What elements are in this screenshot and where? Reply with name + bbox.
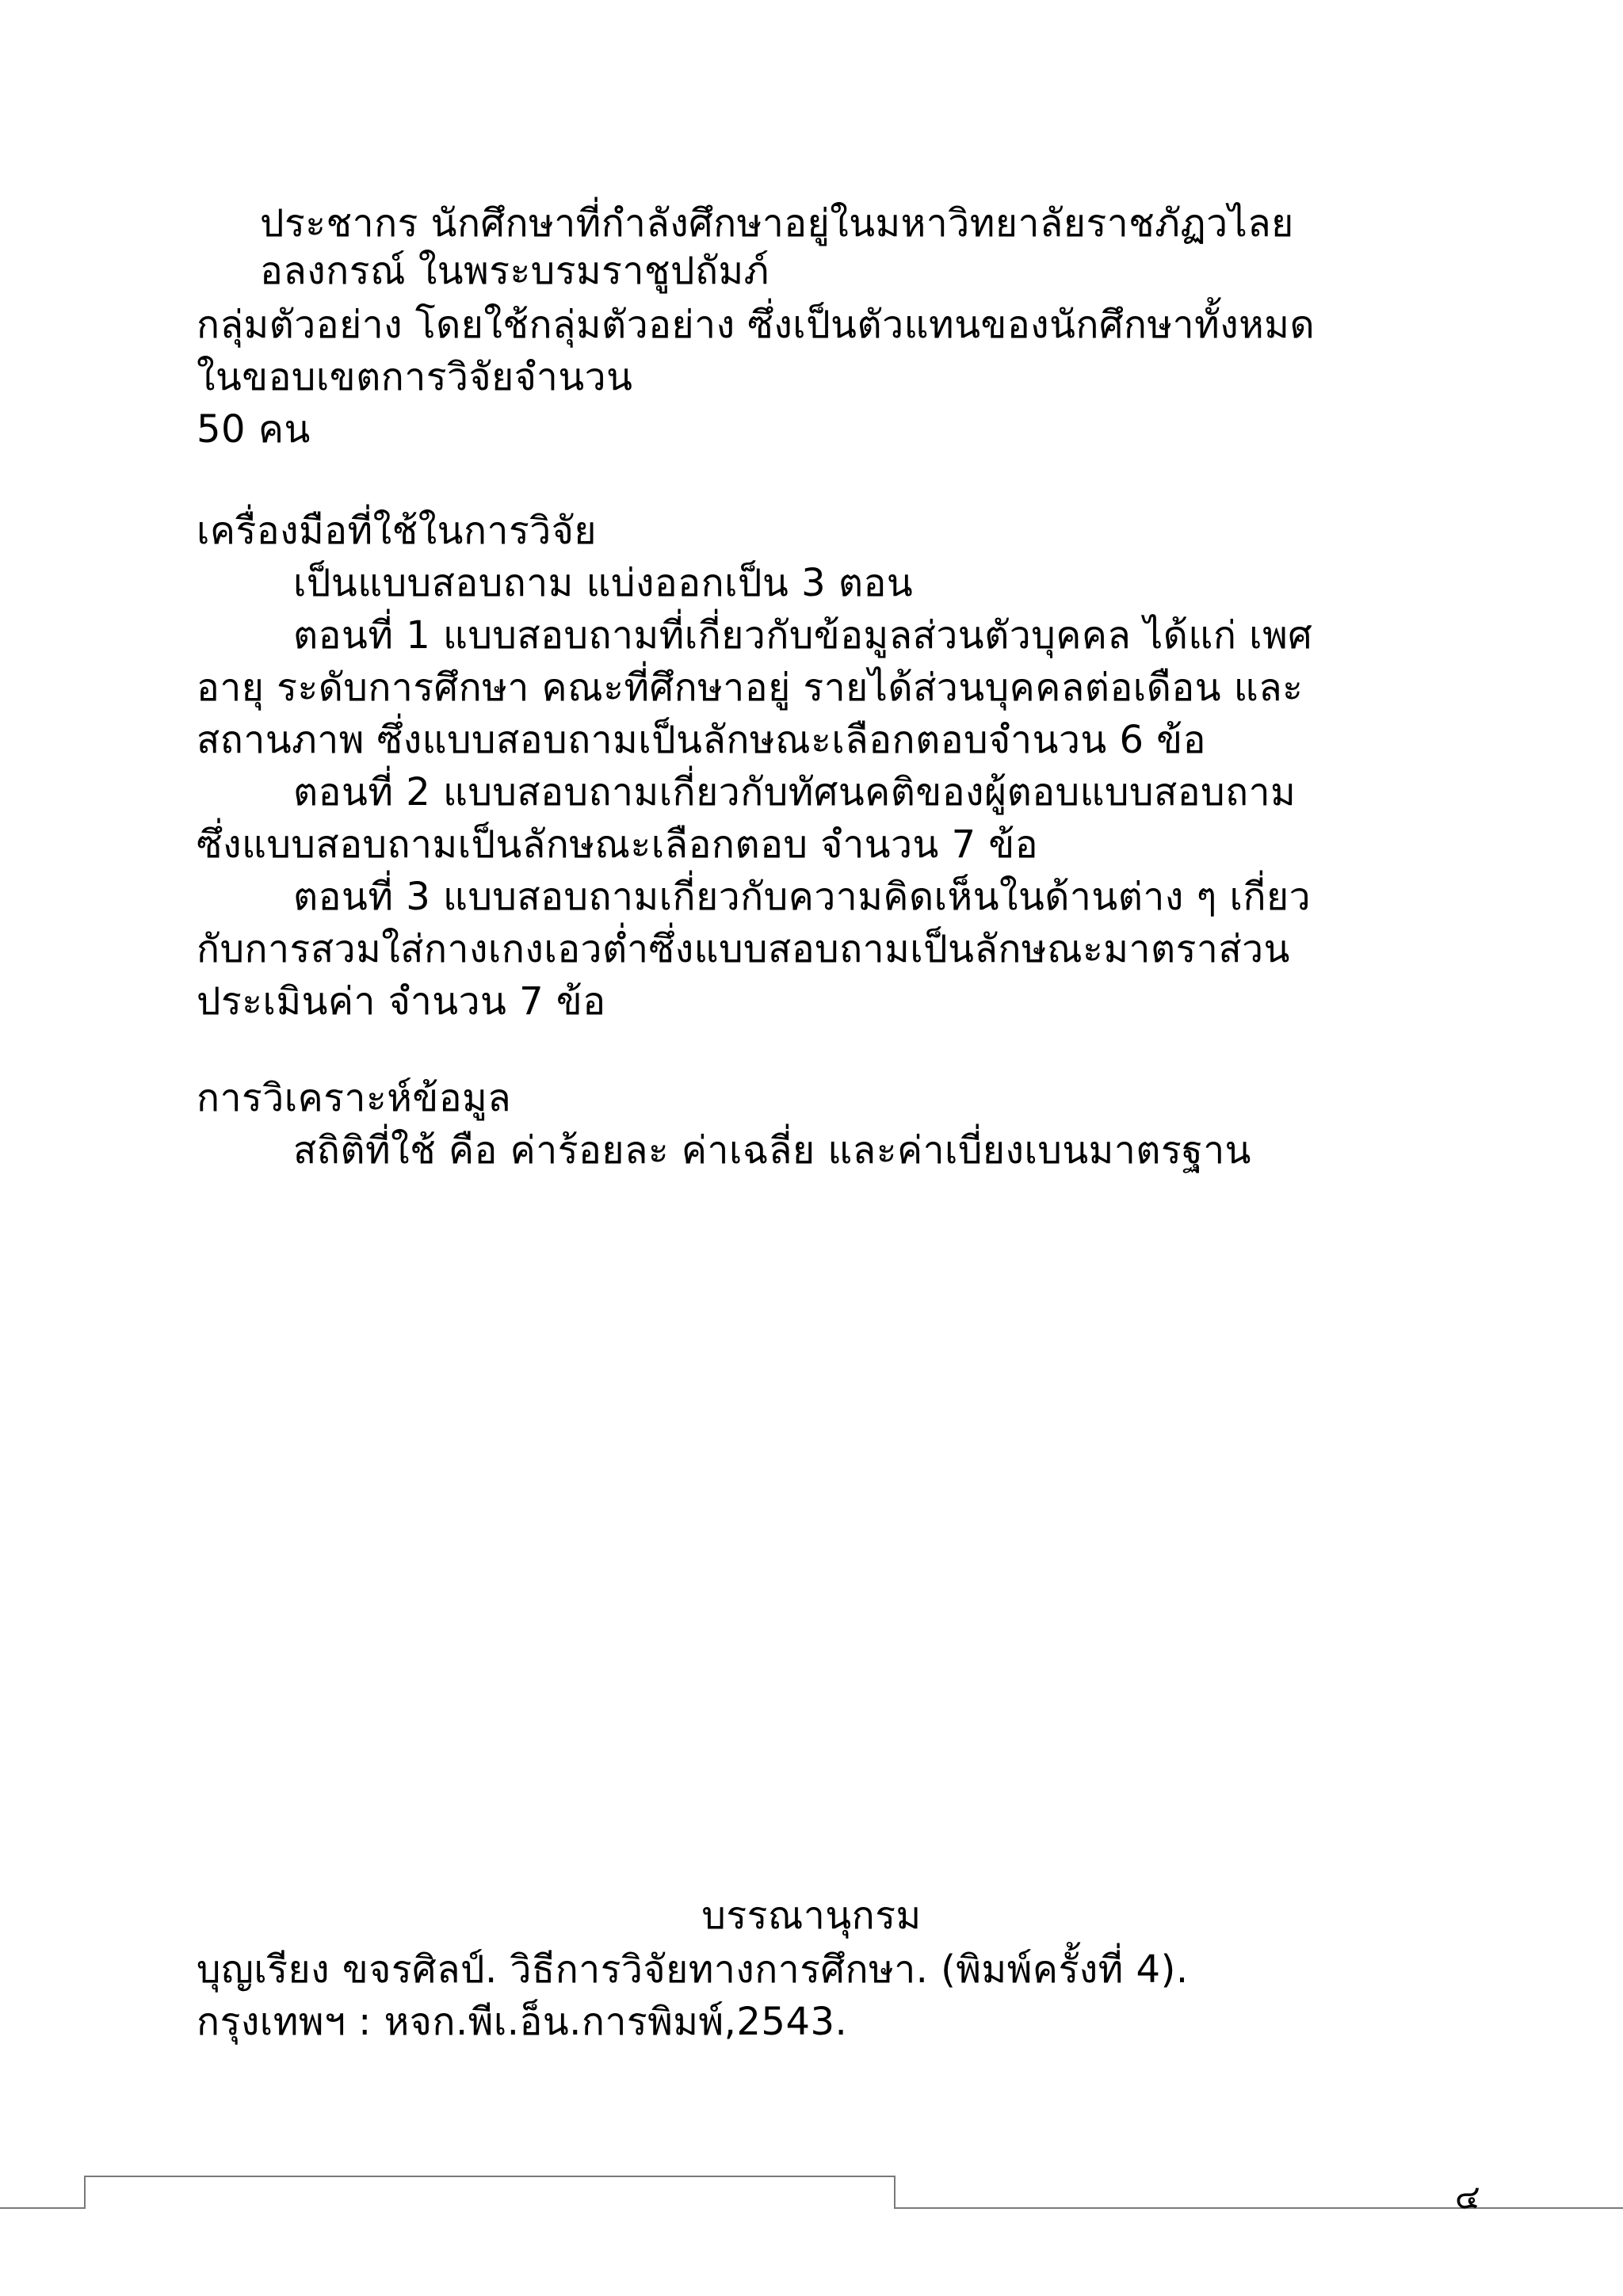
- sample-line-2: ในขอบเขตการวิจัยจำนวน: [197, 355, 633, 399]
- instruments-line-7: ตอนที่ 3 แบบสอบถามเกี่ยวกับความคิดเห็นในด้านต่าง ๆ เกี่ยว: [293, 875, 1312, 919]
- instruments-line-2: ตอนที่ 1 แบบสอบถามที่เกี่ยวกับข้อมูลส่วนตัวบุคคล ได้แก่ เพศ: [293, 613, 1313, 658]
- population-line-1: ประชากร นักศึกษาที่กำลังศึกษาอยู่ในมหาวิทยาลัยราชภัฏวไลย: [260, 201, 1294, 246]
- bibliography-line-1: บุญเรียง ขจรศิลป์. วิธีการวิจัยทางการศึกษา. (พิมพ์ครั้งที่ 4).: [197, 1947, 1189, 1992]
- sample-line-3: 50 คน: [197, 407, 311, 452]
- instruments-line-1: เป็นแบบสอบถาม แบ่งออกเป็น 3 ตอน: [293, 561, 914, 605]
- instruments-heading: เครื่องมือที่ใช้ในการวิจัย: [197, 509, 597, 553]
- instruments-line-8: กับการสวมใส่กางเกงเอวต่ำซึ่งแบบสอบถามเป็นลักษณะมาตราส่วน: [197, 927, 1290, 971]
- instruments-line-4: สถานภาพ ซึ่งแบบสอบถามเป็นลักษณะเลือกตอบจำนวน 6 ข้อ: [197, 718, 1206, 762]
- instruments-line-5: ตอนที่ 2 แบบสอบถามเกี่ยวกับทัศนคติของผู้ตอบแบบสอบถาม: [293, 770, 1296, 814]
- analysis-heading: การวิเคราะห์ข้อมูล: [197, 1076, 512, 1120]
- analysis-line: สถิติที่ใช้ คือ ค่าร้อยละ ค่าเฉลี่ย และค่าเบี่ยงเบนมาตรฐาน: [293, 1128, 1251, 1173]
- population-line-2: อลงกรณ์ ในพระบรมราชูปถัมภ์: [260, 249, 769, 293]
- footer-tab: [84, 2176, 896, 2209]
- instruments-line-3: อายุ ระดับการศึกษา คณะที่ศึกษาอยู่ รายได้ส่วนบุคคลต่อเดือน และ: [197, 666, 1304, 710]
- bibliography-heading: บรรณานุกรม: [701, 1894, 922, 1938]
- instruments-line-6: ซึ่งแบบสอบถามเป็นลักษณะเลือกตอบ จำนวน 7 ข้อ: [197, 822, 1039, 867]
- bibliography-line-2: กรุงเทพฯ : หจก.พีเ.อ็น.การพิมพ์,2543.: [197, 2000, 848, 2044]
- sample-line-1: กลุ่มตัวอย่าง โดยใช้กลุ่มตัวอย่าง ซึ่งเป็นตัวแทนของนักศึกษาทั้งหมด: [197, 303, 1316, 347]
- page-number: ๔: [1455, 2177, 1480, 2216]
- instruments-line-9: ประเมินค่า จำนวน 7 ข้อ: [197, 979, 606, 1024]
